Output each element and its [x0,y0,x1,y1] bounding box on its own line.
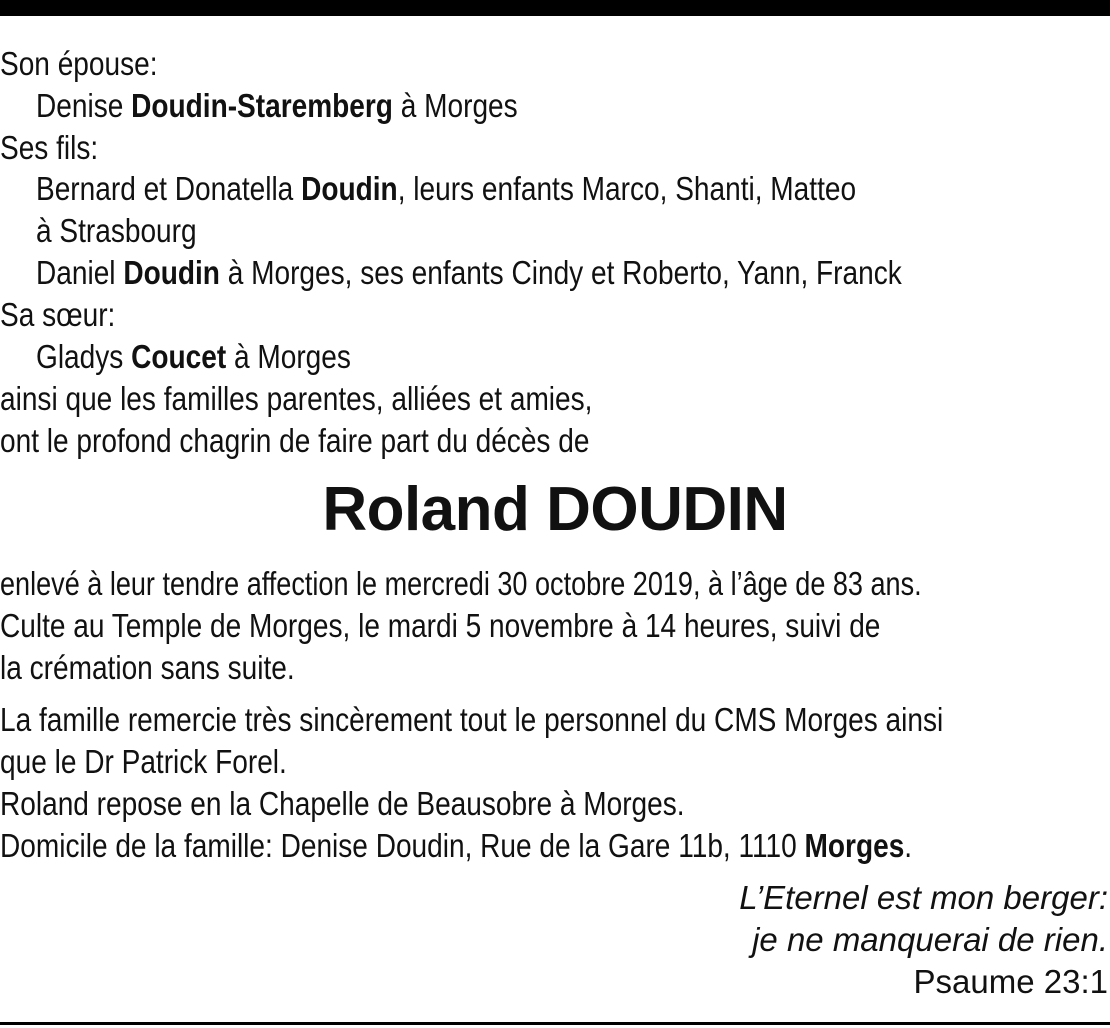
domicile-town: Morges [804,827,905,864]
son1-rest: , leurs enfants Marco, Shanti, Matteo [397,170,857,207]
son1-first: Bernard et Donatella [36,170,294,207]
son2-first: Daniel [36,254,116,291]
spouse-first: Denise [36,87,124,124]
domicile-prefix: Domicile de la famille: Denise Doudin, Rue de la Gare 11b, 1110 [0,827,797,864]
verse-line-2: je ne manquerai de rien. [752,921,1108,958]
son1-name: Doudin [301,170,398,207]
son1-cont: à Strasbourg [36,212,197,249]
thanks-line-2: que le Dr Patrick Forel. [0,743,287,780]
son2-line [36,252,902,294]
spouse-name: Doudin-Staremberg [131,87,393,124]
sister-heading: Sa sœur: [0,296,116,333]
bottom-rule [0,1022,1110,1025]
repose-line: Roland repose en la Chapelle de Beausobre à Morges. [0,785,685,822]
body-line-1: enlevé à leur tendre affection le mercredi 30 octobre 2019, à l’âge de 83 ans. [0,565,922,602]
domicile-end: . [904,827,913,864]
thanks-line-1: La famille remercie très sincèrement tout le personnel du CMS Morges ainsi [0,701,944,738]
deceased-name: Roland DOUDIN [322,475,788,544]
son2-rest: à Morges, ses enfants Cindy et Roberto, Yann, Franck [227,254,902,291]
sister-first: Gladys [36,338,124,375]
son2-name: Doudin [123,254,220,291]
announce-line: ont le profond chagrin de faire part du décès de [0,422,590,459]
body-line-2: Culte au Temple de Morges, le mardi 5 novembre à 14 heures, suivi de [0,607,881,644]
verse-reference: Psaume 23:1 [913,963,1108,1000]
sister-name: Coucet [131,338,227,375]
sister-place: à Morges [233,338,351,375]
son1-line [36,168,856,210]
body-line-3: la crémation sans suite. [0,649,295,686]
spouse-heading: Son épouse: [0,45,158,82]
families-line: ainsi que les familles parentes, alliées et amies, [0,380,593,417]
spouse-line [36,85,518,127]
verse-line-1: L’Eternel est mon berger: [739,879,1108,916]
sons-heading: Ses fils: [0,129,99,166]
top-rule [0,0,1110,16]
domicile-line [0,825,912,867]
spouse-place: à Morges [400,87,518,124]
sister-line [36,336,351,378]
